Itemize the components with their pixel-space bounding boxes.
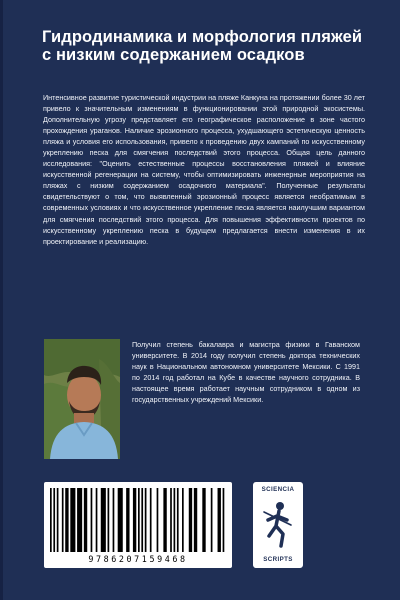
publisher-name-bottom: SCRIPTS (263, 556, 293, 563)
book-abstract: Интенсивное развитие туристической индустрии на пляже Канкуна на протяжении более 30 лет привело к значительным изменениям в функционировании этой природной экосистемы. Дополнительную угрозу представляет его географическое расположение в зоне частого прохождения ураганов. Наличие эрозионного процесса, ухудшающего эстетическую ценность пляжа и условия его использования, привело к проведению двух кампаний по искусственному укреплению песка для смягчения последствий этого процесса. Общая цель данного исследования: "Оценить естественные процессы восстановления пляжей и влияние искусственной регенерации на систему, чтобы оптимизировать инженерные мероприятия на пляжах с низким содержанием осадочного материала". Полученные результаты свидетельствуют о том, что выявленный эрозионный процесс является необратимым в современных условиях и что искусственное укрепление песка является наилучшим вариантом для смягчения последствий этого процесса. Для повышения эффективности проектов по искусственному укреплению песка в будущем предлагается внести изменения в их проектирование и реализацию. (43, 93, 365, 246)
runner-icon (261, 498, 295, 552)
barcode-bar (91, 488, 93, 552)
author-portrait-image (44, 339, 120, 459)
barcode-bar (174, 488, 176, 552)
barcode-bar (65, 488, 68, 552)
barcode-bar (170, 488, 172, 552)
barcode-bar (223, 488, 225, 552)
barcode-bar (62, 488, 64, 552)
barcode-bar (163, 488, 166, 552)
barcode-bar (53, 488, 55, 552)
barcode-bar (218, 488, 221, 552)
author-bio: Получил степень бакалавра и магистра физики в Гаванском университете. В 2014 году получил степень доктора технических наук в Национальном автономном университете Мексики. С 1991 по 2014 год работал на Кубе в качестве научного сотрудника. В настоящее время работает научным сотрудником в одном из государственных учреждений Мексики. (132, 340, 360, 405)
book-title: Гидродинамика и морфология пляжей с низким содержанием осадков (42, 28, 363, 64)
barcode-bar (145, 488, 147, 552)
barcode-bar (194, 488, 197, 552)
barcode-bar (177, 488, 179, 552)
barcode-bar (101, 488, 106, 552)
barcode-bar (70, 488, 75, 552)
author-photo (44, 339, 120, 459)
barcode-bar (182, 488, 184, 552)
barcode-bar (141, 488, 143, 552)
barcode-bar (211, 488, 213, 552)
publisher-name-top: SCIENCIA (261, 486, 295, 493)
barcode-bar (150, 488, 152, 552)
barcode-bar (50, 488, 52, 552)
barcode-bars (50, 488, 226, 552)
barcode-bar (138, 488, 140, 552)
barcode-bar (96, 488, 98, 552)
barcode-bar (77, 488, 82, 552)
cover-edge (0, 0, 3, 600)
barcode-bar (84, 488, 87, 552)
publisher-logo (253, 482, 303, 568)
barcode-bar (133, 488, 136, 552)
barcode-bar (108, 488, 110, 552)
barcode-bar (113, 488, 115, 552)
barcode-bar (202, 488, 205, 552)
barcode-bar (189, 488, 192, 552)
barcode-bar (57, 488, 59, 552)
barcode-bar (157, 488, 159, 552)
barcode-bar (126, 488, 129, 552)
barcode (44, 482, 232, 568)
barcode-bar (118, 488, 123, 552)
isbn-number: 9786207159468 (88, 554, 188, 564)
